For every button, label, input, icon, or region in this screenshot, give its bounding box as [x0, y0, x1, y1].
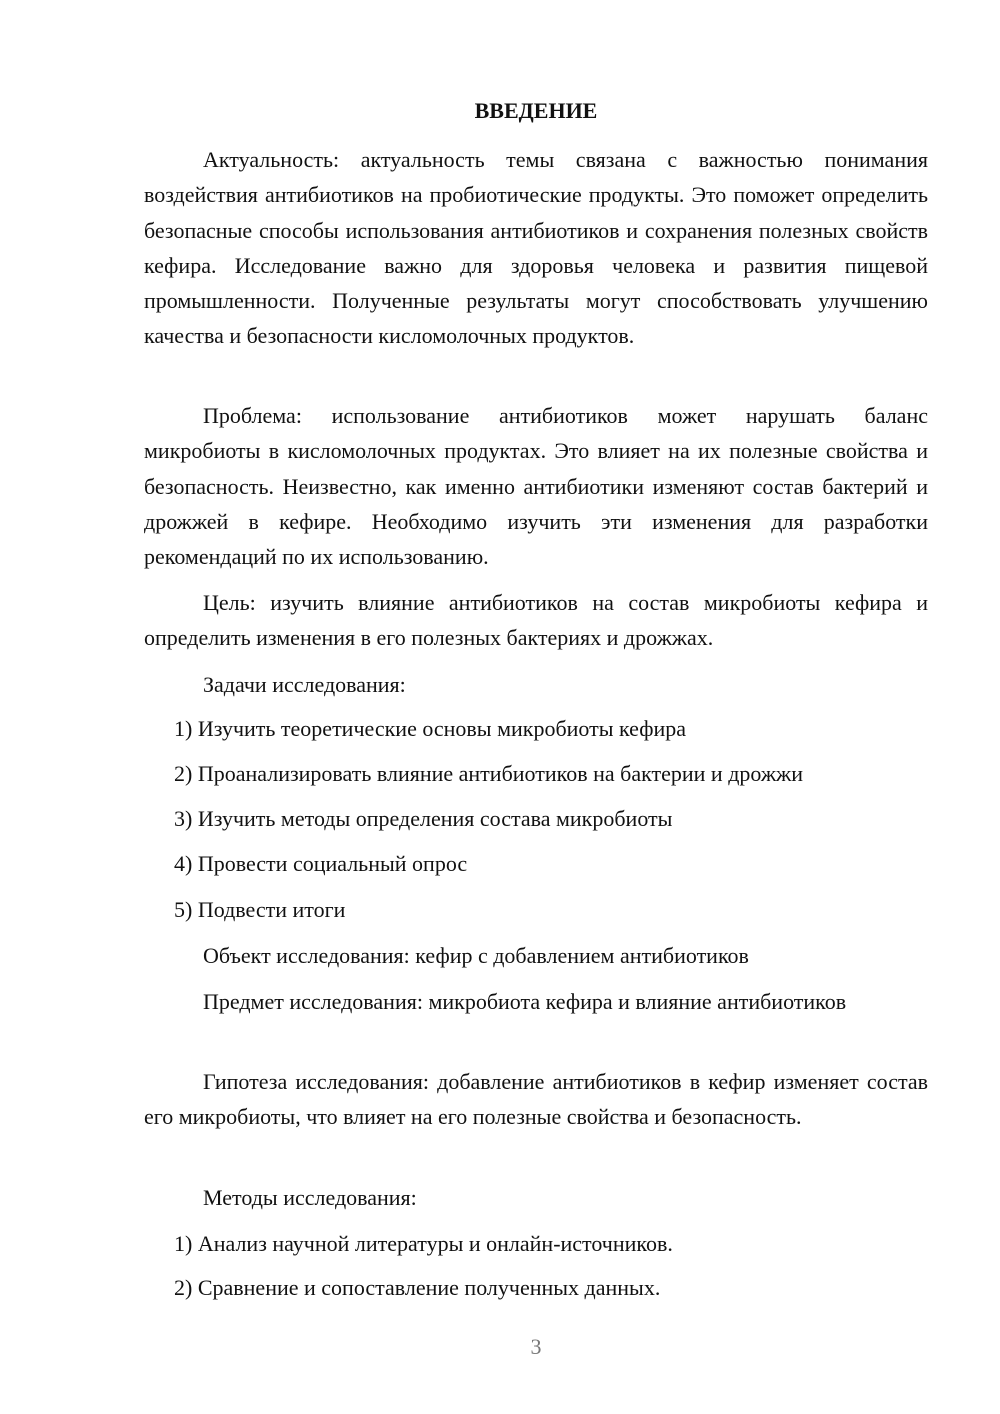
method-item: 1) Анализ научной литературы и онлайн-источников. — [174, 1231, 673, 1256]
object-paragraph: Объект исследования: кефир с добавлением антибиотиков — [203, 943, 749, 968]
task-item: 1) Изучить теоретические основы микробиоты кефира — [174, 716, 687, 741]
task-item: 3) Изучить методы определения состава микробиоты — [174, 806, 673, 831]
method-item: 2) Сравнение и сопоставление полученных данных. — [174, 1275, 661, 1300]
page-number: 3 — [530, 1334, 542, 1359]
problem-paragraph: Проблема: использование антибиотиков может нарушать баланс микробиоты в кисломолочных продуктах. Это влияет на их полезные свойства и безопасность. Неизвестно, как именно антибиотики изменяют состав бактерий и дрожжей в кефире. Необходимо изучить эти изменения для разработки рекомендаций по их использованию. — [144, 403, 928, 570]
hypothesis-paragraph: Гипотеза исследования: добавление антибиотиков в кефир изменяет состав его микробиоты, что влияет на его полезные свойства и безопасность. — [144, 1069, 928, 1130]
goal-paragraph: Цель: изучить влияние антибиотиков на состав микробиоты кефира и определить изменения в его полезных бактериях и дрожжах. — [144, 590, 928, 651]
subject-paragraph: Предмет исследования: микробиота кефира и влияние антибиотиков — [203, 989, 847, 1014]
relevance-paragraph: Актуальность: актуальность темы связана с важностью понимания воздействия антибиотиков на пробиотические продукты. Это поможет определить безопасные способы использования антибиотиков и сохранения полезных свойств кефира. Исследование важно для здоровья человека и развития пищевой промышленности. Полученные результаты могут способствовать улучшению качества и безопасности кисломолочных продуктов. — [144, 147, 928, 349]
task-item: 2) Проанализировать влияние антибиотиков на бактерии и дрожжи — [174, 761, 804, 786]
section-title: ВВЕДЕНИЕ — [474, 98, 598, 123]
methods-heading: Методы исследования: — [203, 1185, 417, 1210]
task-item: 4) Провести социальный опрос — [174, 851, 468, 876]
document-page — [144, 0, 928, 1414]
task-item: 5) Подвести итоги — [174, 897, 346, 922]
tasks-heading: Задачи исследования: — [203, 672, 406, 697]
